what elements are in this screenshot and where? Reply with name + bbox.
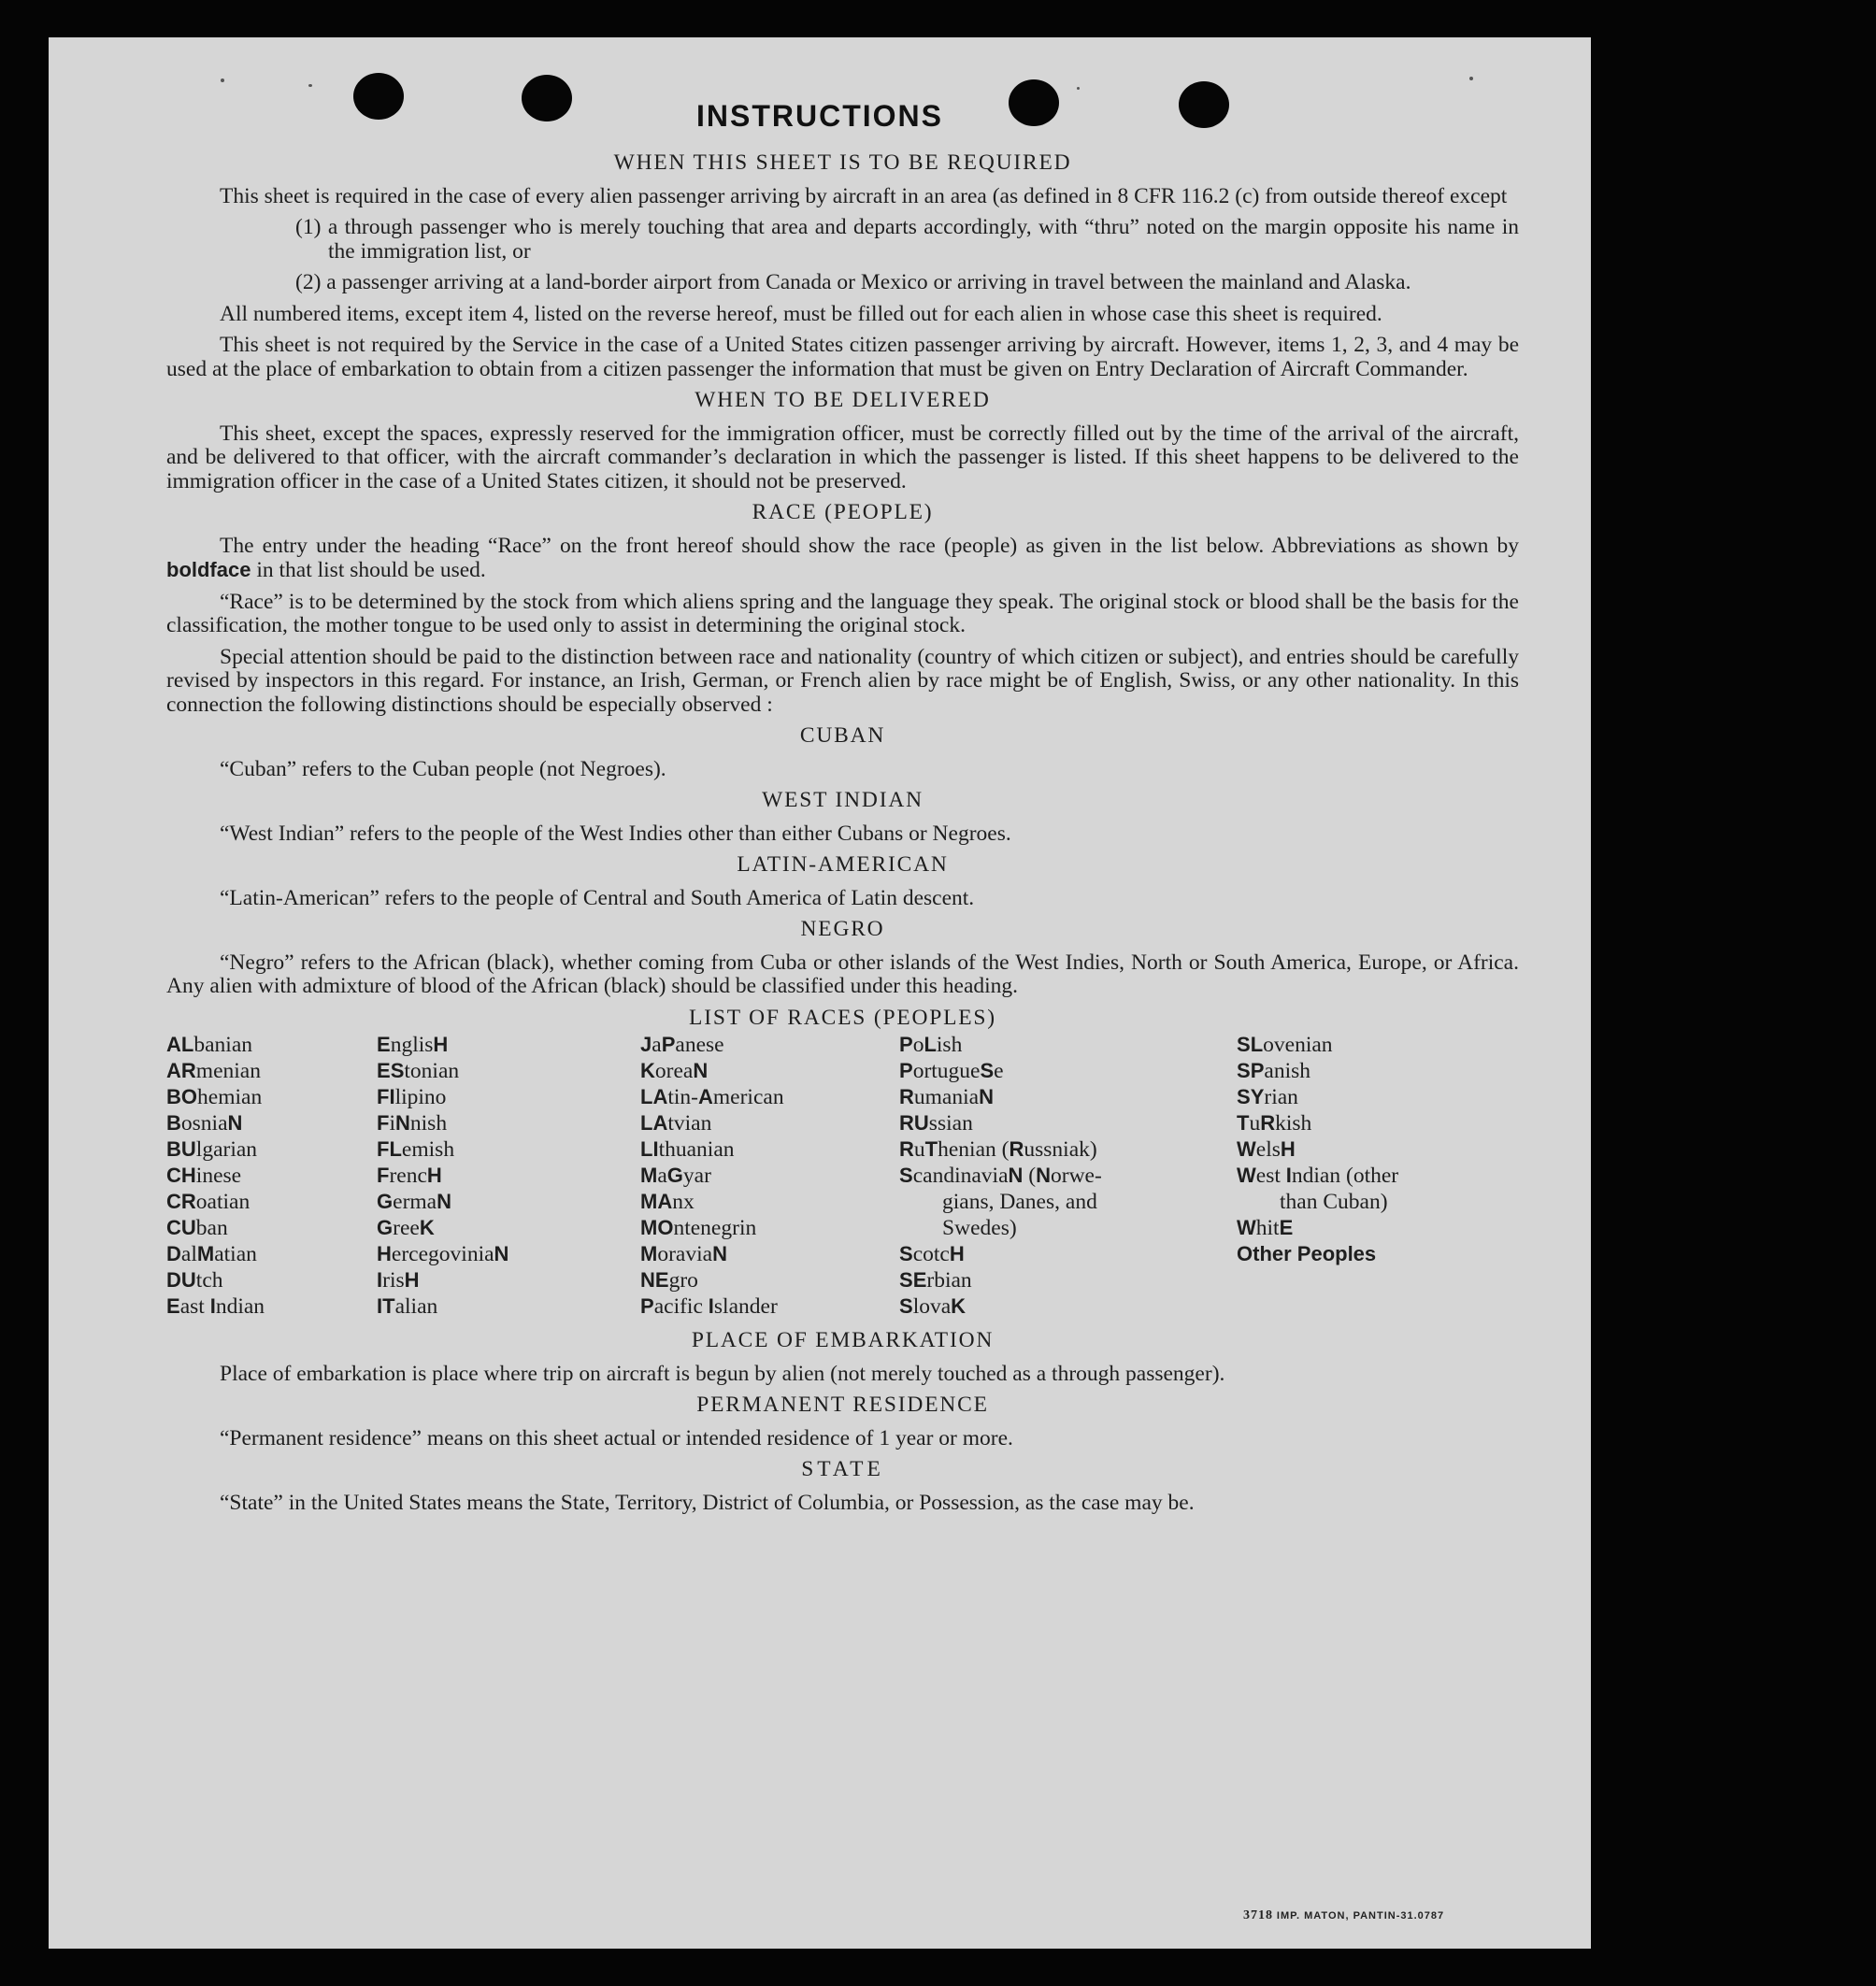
negro-para: “Negro” refers to the African (black), whether coming from Cuba or other islands of the West Indies, North or South America, Europe, or Africa. Any alien with admixture of blood of the African (black) should be classified under this heading.	[166, 950, 1519, 998]
races-column-4	[899, 1032, 1237, 1320]
race-entry: West Indian (other	[1237, 1164, 1399, 1188]
race-entry: CRoatian	[166, 1190, 251, 1214]
race-entry: SYrian	[1237, 1085, 1298, 1109]
races-column-2	[377, 1032, 640, 1320]
exception-item-1: (1) a through passenger who is merely touching that area and departs accordingly, with “thru” noted on the margin opposite his name in the immigration list, or	[295, 215, 1519, 264]
delivered-para: This sheet, except the spaces, expressly reserved for the immigration officer, must be correctly filled out by the time of the arrival of the aircraft, and be delivered to that officer, with the aircraft commander’s declaration in which the passenger is listed. If this sheet happens to be delivered to the immigration officer in the case of a United States citizen, it should not be preserved.	[166, 421, 1519, 493]
west-indian-para: “West Indian” refers to the people of the West Indies other than either Cubans or Negroes.	[220, 821, 1011, 846]
race-entry: MoraviaN	[640, 1242, 727, 1266]
race-entry: GreeK	[377, 1216, 435, 1240]
race-para-distinction: Special attention should be paid to the distinction between race and nationality (country of which citizen or subject), and entries should be carefully revised by inspectors in this regard. For instance, an Irish, German, or French alien by race might be of English, Swiss, or any other nationality. In this connection the following distinctions should be especially observed :	[166, 644, 1519, 717]
race-entry: DalMatian	[166, 1242, 257, 1266]
race-entry: East Indian	[166, 1294, 265, 1319]
section-heading-delivered: WHEN TO BE DELIVERED	[695, 388, 991, 412]
race-entry: ScandinaviaN (Norwe-	[899, 1164, 1102, 1188]
race-entry: JaPanese	[640, 1033, 724, 1057]
race-entry: Swedes)	[942, 1216, 1017, 1240]
race-entry: MOntenegrin	[640, 1216, 757, 1240]
race-entry: ITalian	[377, 1294, 438, 1319]
race-entry: WhitE	[1237, 1216, 1294, 1240]
race-entry: EStonian	[377, 1059, 460, 1083]
printer-footer	[1243, 1907, 1444, 1923]
instructions-body	[166, 148, 1519, 1522]
printer-imprint: IMP. MATON, PANTIN-31.0787	[1276, 1910, 1445, 1922]
race-entry: FrencH	[377, 1164, 442, 1188]
race-para-entry: The entry under the heading “Race” on the front hereof should show the race (people) as given in the list below. Abbreviations as shown by boldface in that list should be used.	[166, 533, 1519, 582]
section-heading-cuban: CUBAN	[799, 723, 886, 748]
section-heading-latin-american: LATIN-AMERICAN	[737, 852, 949, 877]
race-entry: Other Peoples	[1237, 1242, 1377, 1265]
required-para-citizen: This sheet is not required by the Service in the case of a United States citizen passenger arriving by aircraft. However, items 1, 2, 3, and 4 may be used at the place of embarkation to obtain from a citizen passenger the information that must be given on Entry Declaration of Aircraft Commander.	[166, 333, 1519, 381]
race-entry: than Cuban)	[1280, 1190, 1388, 1214]
race-entry: FLemish	[377, 1137, 455, 1162]
race-entry: ScotcH	[899, 1242, 965, 1266]
races-column-3	[640, 1032, 899, 1320]
state-para: “State” in the United States means the State, Territory, District of Columbia, or Possession, as the case may be.	[220, 1490, 1195, 1515]
race-entry: PortugueSe	[899, 1059, 1004, 1083]
race-entry: FiNnish	[377, 1111, 448, 1136]
race-entry: MAnx	[640, 1190, 695, 1214]
races-list	[166, 1032, 1519, 1320]
race-entry: ARmenian	[166, 1059, 261, 1083]
race-entry: SErbian	[899, 1268, 972, 1293]
race-entry: SlovaK	[899, 1294, 967, 1319]
required-para-numbered-items: All numbered items, except item 4, listed on the reverse hereof, must be filled out for each alien in whose case this sheet is required.	[220, 301, 1382, 326]
section-heading-residence: PERMANENT RESIDENCE	[696, 1393, 989, 1417]
race-entry: WelsH	[1237, 1137, 1296, 1162]
race-entry: SLovenian	[1237, 1033, 1333, 1057]
race-entry: FIlipino	[377, 1085, 447, 1109]
race-entry: EnglisH	[377, 1033, 449, 1057]
race-para-stock: “Race” is to be determined by the stock from which aliens spring and the language they speak. The original stock or blood shall be the basis for the classification, the mother tongue to be used only to assist in determining the original stock.	[166, 589, 1519, 637]
race-entry: Pacific Islander	[640, 1294, 778, 1319]
race-entry: RumaniaN	[899, 1085, 994, 1109]
form-number: 3718	[1243, 1908, 1273, 1922]
section-heading-required: WHEN THIS SHEET IS TO BE REQUIRED	[613, 150, 1072, 175]
race-entry: CUban	[166, 1216, 228, 1240]
race-entry: LAtin-American	[640, 1085, 784, 1109]
race-entry: KoreaN	[640, 1059, 709, 1083]
race-entry: LIthuanian	[640, 1137, 735, 1162]
race-entry: PoLish	[899, 1033, 963, 1057]
races-list-heading: LIST OF RACES (PEOPLES)	[689, 1005, 996, 1030]
page-title: INSTRUCTIONS	[696, 99, 943, 133]
section-heading-state: STATE	[801, 1457, 884, 1481]
embarkation-para: Place of embarkation is place where trip on aircraft is begun by alien (not merely touched as a through passenger).	[220, 1361, 1225, 1386]
race-entry: BosniaN	[166, 1111, 243, 1136]
race-entry: TuRkish	[1237, 1111, 1312, 1136]
race-entry: MaGyar	[640, 1164, 711, 1188]
race-entry: LAtvian	[640, 1111, 712, 1136]
race-entry: BUlgarian	[166, 1137, 258, 1162]
section-heading-embarkation: PLACE OF EMBARKATION	[691, 1328, 995, 1352]
section-heading-race: RACE (PEOPLE)	[752, 500, 934, 524]
section-heading-negro: NEGRO	[800, 917, 885, 941]
race-entry: gians, Danes, and	[942, 1190, 1097, 1214]
races-column-1	[166, 1032, 377, 1320]
residence-para: “Permanent residence” means on this sheet actual or intended residence of 1 year or more.	[220, 1425, 1013, 1450]
race-entry: DUtch	[166, 1268, 223, 1293]
races-column-5	[1237, 1032, 1517, 1320]
race-entry: HercegoviniaN	[377, 1242, 509, 1266]
race-entry: NEgro	[640, 1268, 698, 1293]
race-entry: ALbanian	[166, 1033, 252, 1057]
race-entry: RUssian	[899, 1111, 973, 1136]
cuban-para: “Cuban” refers to the Cuban people (not Negroes).	[220, 756, 666, 781]
exception-item-2: (2) a passenger arriving at a land-border airport from Canada or Mexico or arriving in travel between the mainland and Alaska.	[295, 270, 1411, 294]
latin-american-para: “Latin-American” refers to the people of Central and South America of Latin descent.	[220, 885, 975, 910]
section-heading-west-indian: WEST INDIAN	[762, 788, 924, 812]
race-entry: RuThenian (Russniak)	[899, 1137, 1097, 1162]
race-entry: SPanish	[1237, 1059, 1310, 1083]
instruction-sheet	[49, 37, 1591, 1949]
race-entry: IrisH	[377, 1268, 420, 1293]
race-entry: BOhemian	[166, 1085, 263, 1109]
race-entry: GermaN	[377, 1190, 451, 1214]
required-intro: This sheet is required in the case of every alien passenger arriving by aircraft in an area (as defined in 8 CFR 116.2 (c) from outside thereof except	[220, 183, 1508, 208]
race-entry: CHinese	[166, 1164, 242, 1188]
